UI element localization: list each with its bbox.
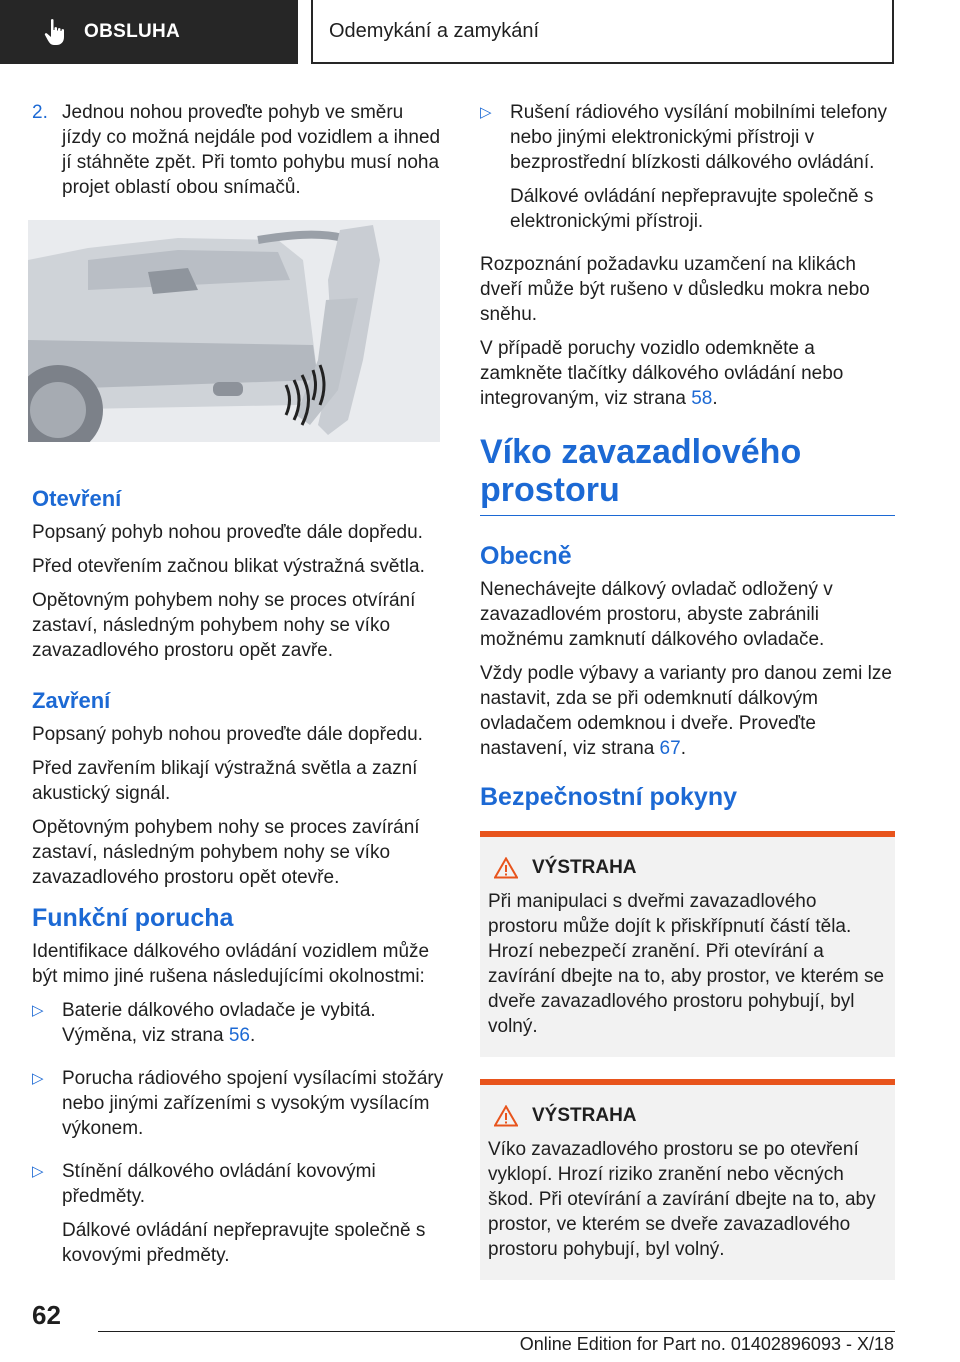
step-2: [32, 100, 444, 200]
section-heading-fault: Funkční porucha: [32, 904, 234, 932]
warning-triangle-icon: [494, 1105, 518, 1127]
page-link-58[interactable]: 58: [691, 388, 713, 409]
warning-label: VÝSTRAHA: [532, 857, 637, 878]
list-item-text: Baterie dálkového ovladače je vybitá. Výměna, viz strana: [62, 1000, 376, 1046]
section-tab: [0, 0, 298, 64]
chapter-title: Víko zavazadlového prostoru: [480, 433, 895, 516]
section-heading-safety: Bezpečnostní pokyny: [480, 783, 737, 811]
section-heading-open: Otevření: [32, 486, 122, 511]
page-number: 62: [32, 1300, 61, 1330]
bullet-triangle-icon: ▷: [480, 104, 492, 121]
page-chapter-title: Odemykání a zamykání: [311, 0, 894, 64]
section-heading-general: Obecně: [480, 542, 572, 570]
warning-box: [480, 1079, 895, 1280]
list-item-text: Stínění dálkového ovládání kovovými předměty.: [62, 1161, 376, 1207]
hand-pointer-icon: [44, 18, 66, 46]
left-column: [32, 100, 444, 1286]
bullet-triangle-icon: ▷: [32, 1002, 44, 1019]
list-item-subtext: Dálkové ovládání nepřepravujte společně s kovovými předměty.: [62, 1220, 426, 1266]
paragraph: Před otevřením začnou blikat výstražná světla.: [32, 556, 425, 577]
paragraph: Nenechávejte dálkový ovladač odložený v zavazadlovém prostoru, abyste zabránili možnému zamknutí dálkového ovladače.: [480, 579, 833, 650]
list-item-subtext: Dálkové ovládání nepřepravujte společně s elektronickými přístroji.: [510, 186, 874, 232]
warning-box: [480, 831, 895, 1057]
page-link-56[interactable]: 56: [228, 1025, 250, 1046]
right-column: ▷ Rušení rádiového vysílání mobilními telefony nebo jinými elektronickými přístroji v bezprostřední blízkosti dálkového ovládání. Dálkové ovládání nepřepravujte společně s elektronickými přístroji. Rozpoznání požadavku uzamčení na klikách dveří může být rušeno v důsledku mokra nebo sněhu. V případě poruchy vozidlo odemkněte a zamkněte tlačítky dálkového ovládání nebo integrovaným, viz strana 58. Víko zavazadlového prostoru Obecně Nenechávejte dálkový ovladač odložený v zavazadlovém prostoru, abyste zabránili možnému zamknutí dálkového ovladače. Vždy podle výbavy a varianty pro danou zemi lze nastavit, zda se při odemknutí dálkovým ovladačem odemknou i dveře. Proveďte nastavení, viz strana 67. Bezpečnostní pokyny VÝSTRAHA Při manipulaci s dveřmi zavazadlového prostoru může dojít k přiskřípnutí částí těla. Hrozí nebezpečí zranění. Při otevírání a zavírání dbejte na to, aby prostor, ve kterém se dveře zavazadlového prostoru pohybují, byl volný. VÝSTRAHA Víko zavazadlového prostoru se po otevření vyklopí. Hrozí riziko zranění nebo věcných škod. Při otevírání a zavírání dbejte na to, aby prostor, ve kterém se dveře zavazadlového prostoru pohybují, byl volný.: [480, 100, 895, 1302]
section-heading-close: Zavření: [32, 688, 111, 713]
footer-edition: Online Edition for Part no. 01402896093 - X/18: [519, 1334, 894, 1354]
kick-sensor-illustration: [28, 220, 440, 442]
paragraph: V případě poruchy vozidlo odemkněte a zamkněte tlačítky dálkového ovládání nebo integrovaným, viz strana: [480, 338, 844, 409]
paragraph: Před zavřením blikají výstražná světla a zazní akustický signál.: [32, 758, 418, 804]
warning-label: VÝSTRAHA: [532, 1105, 637, 1126]
list-item: [480, 100, 895, 243]
page-link-67[interactable]: 67: [659, 738, 681, 759]
paragraph: Popsaný pohyb nohou proveďte dále dopředu.: [32, 724, 423, 745]
footer-divider: [98, 1331, 895, 1332]
step-text: Jednou nohou proveďte pohyb ve směru jízdy co možná nejdále pod vozidlem a ihned jí stáhněte zpět. Při tomto pohybu musí noha projet oblastí obou snímačů.: [62, 102, 441, 198]
list-item: ▷ Baterie dálkového ovladače je vybitá. Výměna, viz strana 56.: [32, 998, 444, 1057]
section-label: OBSLUHA: [84, 21, 181, 42]
warning-text: Víko zavazadlového prostoru se po otevření vyklopí. Hrozí riziko zranění nebo věcných škod. Při otevírání a zavírání dbejte na to, aby prostor, ve kterém se dveře zavazadlového prostoru pohybují, byl volný.: [488, 1139, 876, 1260]
paragraph: Popsaný pohyb nohou proveďte dále dopředu.: [32, 522, 423, 543]
bullet-triangle-icon: ▷: [32, 1163, 44, 1180]
warning-text: Při manipulaci s dveřmi zavazadlového prostoru může dojít k přiskřípnutí částí těla. Hrozí nebezpečí zranění. Při otevírání a zavírání dbejte na to, aby prostor, ve kterém se dveře zavazadlového prostoru pohybují, byl volný.: [488, 891, 885, 1037]
bullet-triangle-icon: ▷: [32, 1070, 44, 1087]
paragraph: Opětovným pohybem nohy se proces otvírání zastaví, následným pohybem nohy se víko zavazadlového prostoru opět zavře.: [32, 590, 416, 661]
list-item-text: Porucha rádiového spojení vysílacími stožáry nebo jinými zařízeními s vysokým vysílacím výkonem.: [62, 1068, 444, 1139]
list-item: [32, 1066, 444, 1150]
list-item: [32, 1159, 444, 1277]
warning-triangle-icon: [494, 857, 518, 879]
paragraph: Identifikace dálkového ovládání vozidlem může být mimo jiné rušena následujícími okolnostmi:: [32, 941, 430, 987]
step-number: 2.: [32, 102, 48, 123]
paragraph: Vždy podle výbavy a varianty pro danou zemi lze nastavit, zda se při odemknutí dálkovým ovladačem odemknou i dveře. Proveďte nastavení, viz strana: [480, 663, 892, 759]
paragraph: Opětovným pohybem nohy se proces zavírání zastaví, následným pohybem nohy se víko zavazadlového prostoru opět otevře.: [32, 817, 420, 888]
list-item-text: Rušení rádiového vysílání mobilními telefony nebo jinými elektronickými přístroji v bezprostřední blízkosti dálkového ovládání.: [510, 102, 888, 173]
paragraph: Rozpoznání požadavku uzamčení na klikách dveří může být rušeno v důsledku mokra nebo sněhu.: [480, 254, 870, 325]
